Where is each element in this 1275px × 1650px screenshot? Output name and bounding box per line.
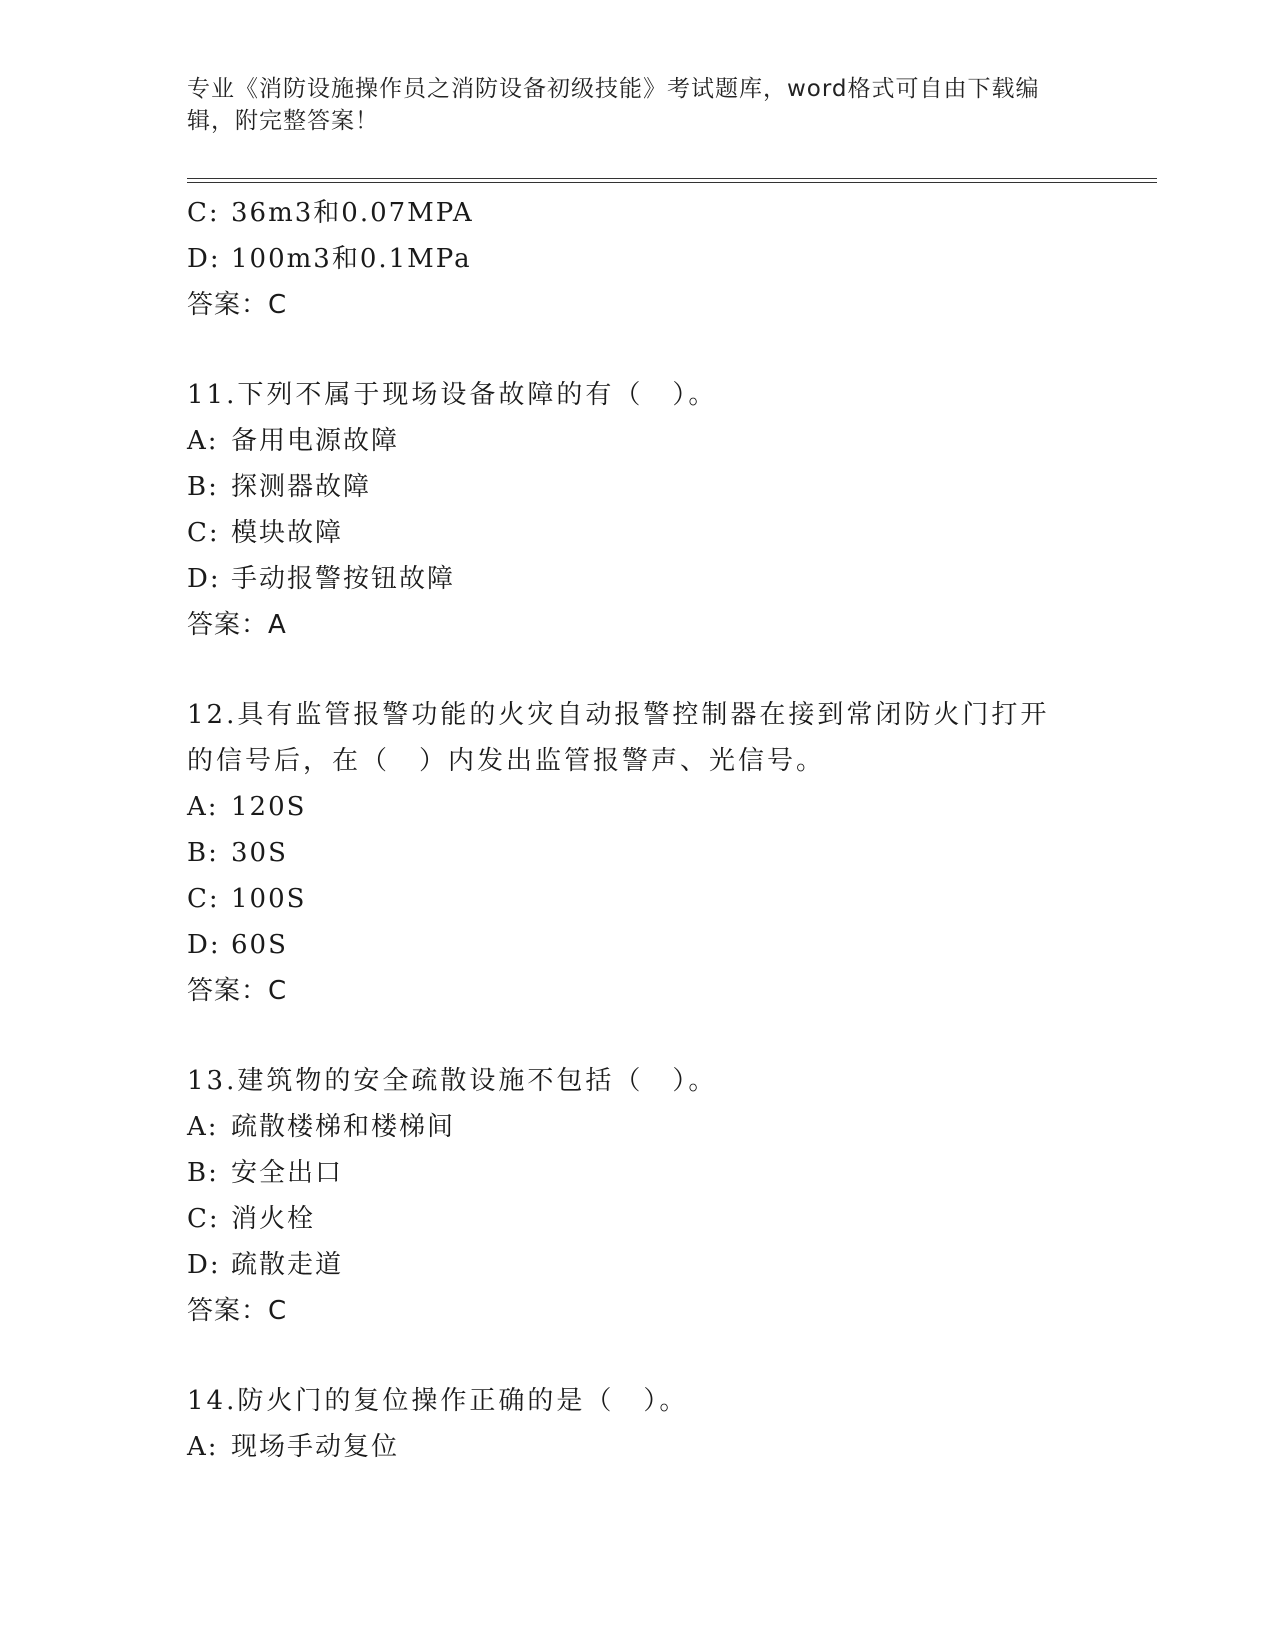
question-stem: 14.防火门的复位操作正确的是（ ）。 xyxy=(187,1386,689,1416)
option-d xyxy=(187,1242,1087,1288)
option-text: 30S xyxy=(231,838,288,868)
header-line-2: 辑，附完整答案！ xyxy=(187,108,379,134)
header-divider-top xyxy=(187,178,1157,179)
option-text: 36m3和0.07MPA xyxy=(231,198,474,228)
question-stem: 11.下列不属于现场设备故障的有（ ）。 xyxy=(187,380,718,410)
option-text: 探测器故障 xyxy=(231,472,372,502)
option-letter: B: xyxy=(187,472,219,502)
answer-line: 答案：A xyxy=(187,610,287,640)
option-b xyxy=(187,830,1087,876)
header-divider-bottom xyxy=(187,182,1157,183)
option-letter: D: xyxy=(187,564,221,594)
option-letter: C: xyxy=(187,884,220,914)
option-d xyxy=(187,556,1087,602)
option-a xyxy=(187,418,1087,464)
option-c xyxy=(187,1196,1087,1242)
option-letter: C: xyxy=(187,1204,220,1234)
option-letter: B: xyxy=(187,838,219,868)
option-text: 备用电源故障 xyxy=(231,426,400,456)
question-stem: 12.具有监管报警功能的火灾自动报警控制器在接到常闭防火门打开的信号后，在（ ）内发出监管报警声、光信号。 xyxy=(187,700,1050,776)
option-letter: D: xyxy=(187,930,221,960)
option-letter: C: xyxy=(187,198,220,228)
option-text: 100m3和0.1MPa xyxy=(231,244,472,274)
answer-line: 答案：C xyxy=(187,976,288,1006)
option-letter: A: xyxy=(187,426,219,456)
option-text: 消火栓 xyxy=(231,1204,316,1234)
option-text: 现场手动复位 xyxy=(231,1432,400,1462)
option-letter: D: xyxy=(187,1250,221,1280)
option-a xyxy=(187,1424,1087,1470)
option-d xyxy=(187,922,1087,968)
option-text: 120S xyxy=(231,792,307,822)
answer-line: 答案：C xyxy=(187,290,288,320)
option-letter: D: xyxy=(187,244,221,274)
option-letter: A: xyxy=(187,1112,219,1142)
option-letter: A: xyxy=(187,1432,219,1462)
option-c xyxy=(187,190,1087,236)
option-text: 60S xyxy=(231,930,288,960)
option-b xyxy=(187,1150,1087,1196)
option-text: 100S xyxy=(231,884,307,914)
option-c xyxy=(187,510,1087,556)
option-letter: A: xyxy=(187,792,219,822)
question-list xyxy=(187,190,1087,1470)
option-a xyxy=(187,1104,1087,1150)
option-text: 安全出口 xyxy=(231,1158,344,1188)
option-d xyxy=(187,236,1087,282)
option-letter: C: xyxy=(187,518,220,548)
option-text: 疏散走道 xyxy=(231,1250,344,1280)
option-text: 疏散楼梯和楼梯间 xyxy=(231,1112,456,1142)
option-c xyxy=(187,876,1087,922)
option-text: 手动报警按钮故障 xyxy=(231,564,456,594)
question-stem: 13.建筑物的安全疏散设施不包括（ ）。 xyxy=(187,1066,718,1096)
option-text: 模块故障 xyxy=(231,518,344,548)
option-letter: B: xyxy=(187,1158,219,1188)
option-b xyxy=(187,464,1087,510)
option-a xyxy=(187,784,1087,830)
answer-line: 答案：C xyxy=(187,1296,288,1326)
document-header xyxy=(187,73,1087,137)
header-line-1: 专业《消防设施操作员之消防设备初级技能》考试题库，word格式可自由下载编 xyxy=(187,76,1040,102)
